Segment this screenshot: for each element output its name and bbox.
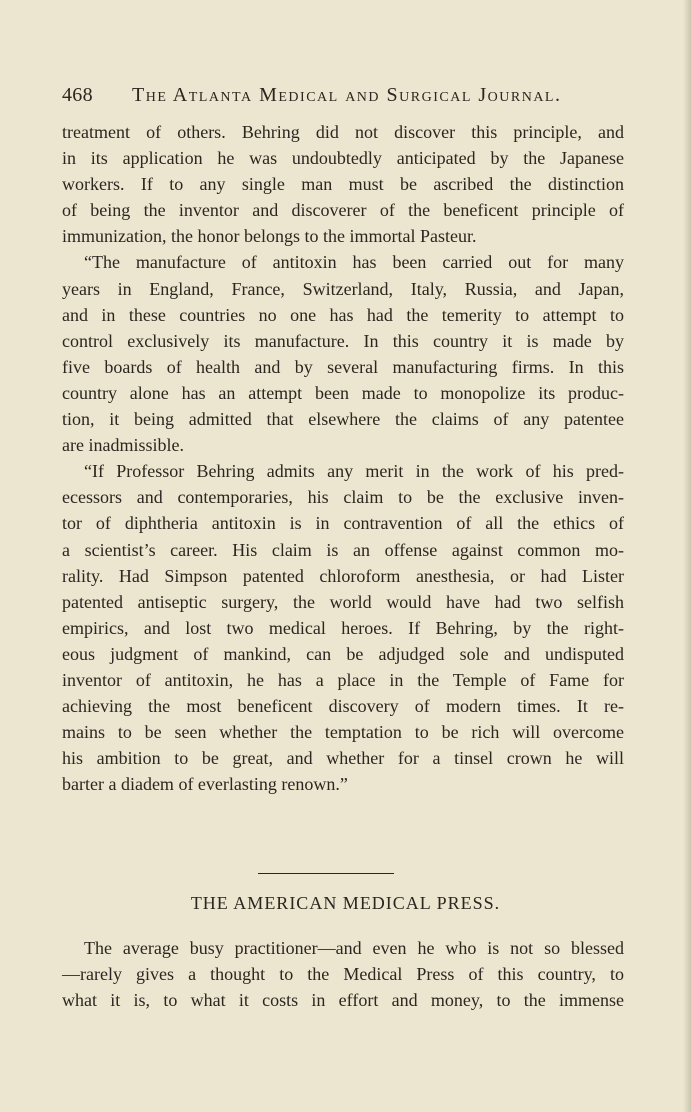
section-heading: THE AMERICAN MEDICAL PRESS.: [190, 893, 501, 913]
text-line: rality. Had Simpson patented chloroform anesthesia, or had Lister: [62, 565, 624, 586]
text-line: eous judgment of mankind, can be adjudged sole and undisputed: [62, 643, 624, 664]
text-line: a scientist’s career. His claim is an offense against common mo-: [62, 539, 624, 560]
text-line: empirics, and lost two medical heroes. If Behring, by the right-: [62, 617, 624, 638]
article-body: [62, 119, 624, 797]
paragraph-1: [62, 119, 624, 249]
section-divider: [258, 873, 394, 874]
text-line: tion, it being admitted that elsewhere the claims of any patentee: [62, 409, 624, 430]
text-line: mains to be seen whether the temptation to be rich will overcome: [62, 722, 624, 743]
text-line: are inadmissible.: [62, 435, 184, 456]
text-line: inventor of antitoxin, he has a place in the Temple of Fame for: [62, 669, 624, 690]
text-line: in its application he was undoubtedly anticipated by the Japanese: [62, 148, 624, 169]
text-line: his ambition to be great, and whether for a tinsel crown he will: [62, 748, 624, 769]
text-line: of being the inventor and discoverer of the beneficent principle of: [62, 200, 624, 221]
paragraph-3: [62, 458, 624, 797]
page-number: 468: [62, 84, 93, 106]
text-line: barter a diadem of everlasting renown.”: [62, 774, 348, 795]
section-body: [62, 935, 624, 1013]
text-line: tor of diphtheria antitoxin is in contravention of all the ethics of: [62, 513, 624, 534]
text-line: control exclusively its manufacture. In this country it is made by: [62, 330, 624, 351]
running-header: [62, 78, 642, 112]
section-paragraph: [62, 935, 624, 1013]
text-line: The average busy practitioner—and even he who is not so blessed: [84, 938, 624, 958]
text-line: immunization, the honor belongs to the immortal Pasteur.: [62, 226, 477, 247]
text-line: patented antiseptic surgery, the world would have had two selfish: [62, 591, 624, 612]
text-line: and in these countries no one has had the temerity to attempt to: [62, 304, 624, 325]
text-line: —rarely gives a thought to the Medical Press of this country, to: [62, 964, 624, 985]
text-line: ecessors and contemporaries, his claim to be the exclusive inven-: [62, 487, 624, 508]
text-line: country alone has an attempt been made to monopolize its produc-: [62, 382, 624, 403]
paragraph-2: [62, 249, 624, 458]
text-line: treatment of others. Behring did not discover this principle, and: [62, 122, 624, 142]
text-line: “The manufacture of antitoxin has been carried out for many: [84, 252, 624, 273]
text-line: years in England, France, Switzerland, Italy, Russia, and Japan,: [62, 278, 624, 299]
text-line: achieving the most beneficent discovery of modern times. It re-: [62, 696, 624, 717]
text-line: “If Professor Behring admits any merit in the work of his pred-: [84, 461, 624, 482]
page-edge-shadow: [683, 0, 691, 1112]
text-line: five boards of health and by several manufacturing firms. In this: [62, 356, 624, 377]
text-line: what it is, to what it costs in effort and money, to the immense: [62, 990, 624, 1011]
running-title: The Atlanta Medical and Surgical Journal.: [132, 84, 562, 106]
text-line: workers. If to any single man must be ascribed the distinction: [62, 174, 624, 195]
